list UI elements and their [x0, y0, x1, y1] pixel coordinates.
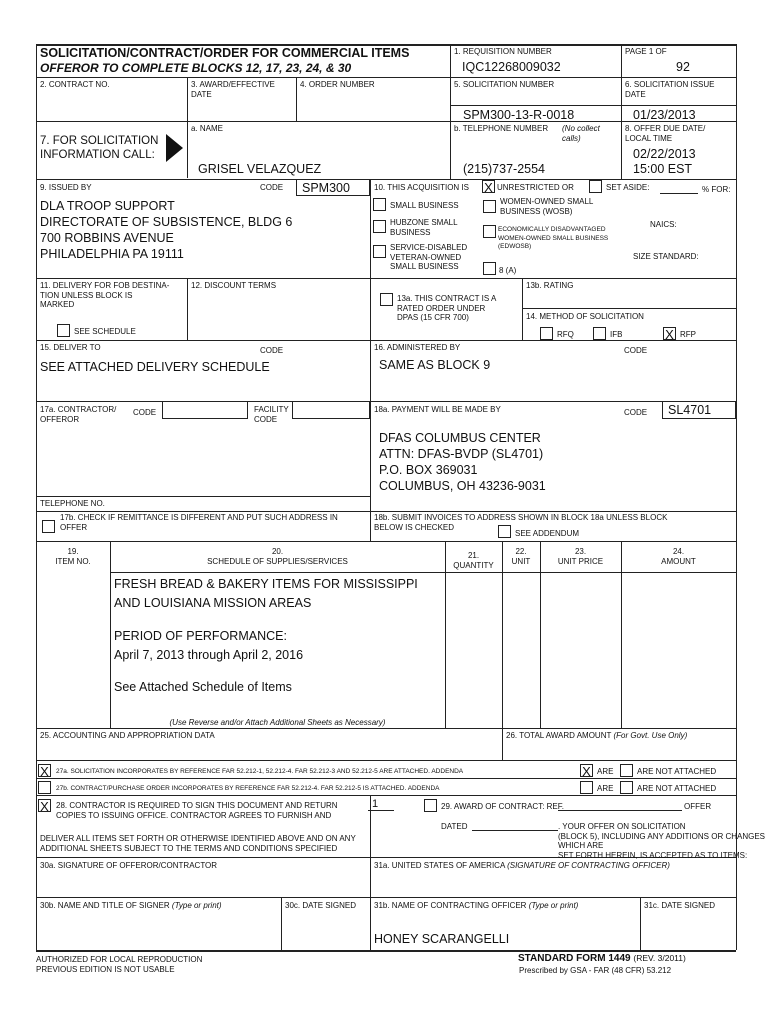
col-unit-price: 23. UNIT PRICE: [557, 547, 604, 566]
set-aside-label: SET ASIDE:: [606, 183, 650, 192]
30b-label: 30b. NAME AND TITLE OF SIGNER (Type or print): [40, 901, 222, 910]
naics-label: NAICS:: [650, 220, 677, 229]
page-label: PAGE 1 OF: [625, 47, 667, 56]
submit-invoices-label: 18b. SUBMIT INVOICES TO ADDRESS SHOWN IN BLOCK 18a UNLESS BLOCK BELOW IS CHECKED: [374, 513, 668, 532]
discount-terms-label: 12. DISCOUNT TERMS: [191, 281, 277, 290]
issued-by-code[interactable]: SPM300: [302, 181, 350, 195]
27a-are-checkbox[interactable]: X: [580, 764, 593, 777]
footer-reproduction-note: AUTHORIZED FOR LOCAL REPRODUCTION PREVIOUS EDITION IS NOT USABLE: [36, 955, 203, 974]
contact-name[interactable]: GRISEL VELAZQUEZ: [198, 162, 322, 176]
28-copies[interactable]: 1: [372, 798, 379, 810]
administered-by-value: SAME AS BLOCK 9: [379, 358, 491, 372]
27a-checkbox[interactable]: X: [38, 764, 51, 777]
27a-are-not-label: ARE NOT ATTACHED: [637, 767, 717, 776]
form-title: SOLICITATION/CONTRACT/ORDER FOR COMMERCIAL ITEMS: [40, 46, 410, 60]
see-addendum-checkbox[interactable]: [498, 525, 511, 538]
administered-by-code-label: CODE: [624, 346, 648, 355]
27b-are-not-checkbox[interactable]: [620, 781, 633, 794]
hubzone-checkbox[interactable]: [373, 220, 386, 233]
schedule-attachment-note: See Attached Schedule of Items: [114, 680, 292, 694]
31a-label: 31a. UNITED STATES OF AMERICA (SIGNATURE OF CONTRACTING OFFICER): [374, 861, 670, 870]
schedule-description: FRESH BREAD & BAKERY ITEMS FOR MISSISSIPPI AND LOUISIANA MISSION AREAS: [114, 577, 418, 610]
arrow-right-icon: [166, 134, 183, 162]
29-text: . YOUR OFFER ON SOLICITATION (BLOCK 5), INCLUDING ANY ADDITIONS OR CHANGES WHICH ARE SET FORTH HEREIN, IS ACCEPTED AS TO ITEMS:: [558, 822, 766, 860]
contracting-officer-name[interactable]: HONEY SCARANGELLI: [374, 932, 510, 946]
requisition-label: 1. REQUISITION NUMBER: [454, 47, 552, 56]
fob-delivery-label: 11. DELIVERY FOR FOB DESTINA- TION UNLESS BLOCK IS MARKED: [40, 281, 170, 309]
deliver-to-value: SEE ATTACHED DELIVERY SCHEDULE: [40, 360, 270, 374]
period-of-performance: PERIOD OF PERFORMANCE: April 7, 2013 through April 2, 2016: [114, 629, 304, 662]
contract-no-label: 2. CONTRACT NO.: [40, 80, 110, 89]
30a-label: 30a. SIGNATURE OF OFFEROR/CONTRACTOR: [40, 861, 218, 870]
30c-label: 30c. DATE SIGNED: [285, 901, 356, 910]
27a-are-not-checkbox[interactable]: [620, 764, 633, 777]
percent-for-label: % FOR:: [702, 185, 731, 194]
ifb-label: IFB: [610, 330, 623, 339]
28-text-2: DELIVER ALL ITEMS SET FORTH OR OTHERWISE IDENTIFIED ABOVE AND ON ANY ADDITIONAL SHEETS SUBJECT TO THE TERMS AND CONDITIONS SPECIFIED: [40, 834, 356, 853]
col-item-no: 19. ITEM NO.: [55, 547, 91, 566]
telephone-no-label: TELEPHONE NO.: [40, 499, 105, 508]
wosb-label: WOMEN-OWNED SMALL BUSINESS (WOSB): [500, 197, 594, 216]
issue-date-label: 6. SOLICITATION ISSUE DATE: [625, 80, 715, 99]
small-business-label: SMALL BUSINESS: [390, 201, 459, 210]
payment-by-label: 18a. PAYMENT WILL BE MADE BY: [374, 405, 501, 414]
form-number: STANDARD FORM 1449 (REV. 3/2011): [518, 953, 686, 964]
award-date-label: 3. AWARD/EFFECTIVE DATE: [191, 80, 275, 99]
unrestricted-checkbox[interactable]: X: [482, 180, 495, 193]
27a-text: 27a. SOLICITATION INCORPORATES BY REFERENCE FAR 52.212-1, 52.212-4. FAR 52.212-3 AND 52.212-5 ARE ATTACHED. ADDENDA: [56, 768, 464, 775]
rfp-label: RFP: [680, 330, 696, 339]
administered-by-label: 16. ADMINISTERED BY: [374, 343, 461, 352]
solicitation-call-label: 7. FOR SOLICITATION INFORMATION CALL:: [40, 135, 159, 161]
27a-are-label: ARE: [597, 767, 614, 776]
see-addendum-label: SEE ADDENDUM: [515, 529, 580, 538]
27b-checkbox[interactable]: [38, 781, 51, 794]
payment-address: DFAS COLUMBUS CENTER ATTN: DFAS-BVDP (SL4701) P.O. BOX 369031 COLUMBUS, OH 43236-9031: [379, 431, 546, 493]
offer-due-date[interactable]: 02/22/2013: [633, 147, 696, 161]
unrestricted-label: UNRESTRICTED OR: [497, 183, 574, 192]
payment-code-label: CODE: [624, 408, 648, 417]
col-amount: 24. AMOUNT: [661, 547, 696, 566]
col-unit: 22. UNIT: [511, 547, 531, 566]
prescribed-by: Prescribed by GSA - FAR (48 CFR) 53.212: [519, 966, 672, 975]
29-checkbox[interactable]: [424, 799, 437, 812]
edwosb-label: ECONOMICALLY DISADVANTAGED WOMEN-OWNED SMALL BUSINESS (EDWOSB): [498, 226, 609, 250]
ifb-checkbox[interactable]: [593, 327, 606, 340]
rated-order-label: 13a. THIS CONTRACT IS A RATED ORDER UNDER DPAS (15 CFR 700): [397, 294, 497, 322]
29-label: 29. AWARD OF CONTRACT: REF.: [441, 802, 564, 811]
accounting-label: 25. ACCOUNTING AND APPROPRIATION DATA: [40, 731, 215, 740]
deliver-to-label: 15. DELIVER TO: [40, 343, 101, 352]
contractor-label: 17a. CONTRACTOR/ OFFEROR: [40, 405, 117, 424]
31c-label: 31c. DATE SIGNED: [644, 901, 715, 910]
deliver-to-code-label: CODE: [260, 346, 284, 355]
remittance-label: 17b. CHECK IF REMITTANCE IS DIFFERENT AND PUT SUCH ADDRESS IN OFFER: [60, 513, 338, 532]
rated-order-checkbox[interactable]: [380, 293, 393, 306]
27b-are-checkbox[interactable]: [580, 781, 593, 794]
col-schedule: 20. SCHEDULE OF SUPPLIES/SERVICES: [207, 547, 348, 566]
contractor-code-field[interactable]: [162, 401, 248, 419]
hubzone-label: HUBZONE SMALL BUSINESS: [390, 218, 458, 237]
facility-code-field[interactable]: [292, 401, 370, 419]
eight-a-label: 8 (A): [499, 266, 517, 275]
rfp-checkbox[interactable]: X: [663, 327, 676, 340]
offer-due-label: 8. OFFER DUE DATE/ LOCAL TIME: [625, 124, 706, 143]
wosb-checkbox[interactable]: [483, 200, 496, 213]
rfq-checkbox[interactable]: [540, 327, 553, 340]
see-schedule-label: SEE SCHEDULE: [74, 327, 136, 336]
see-schedule-checkbox[interactable]: [57, 324, 70, 337]
27b-are-label: ARE: [597, 784, 614, 793]
facility-code-label: FACILITY CODE: [254, 405, 289, 424]
form-subtitle: OFFEROR TO COMPLETE BLOCKS 12, 17, 23, 24, & 30: [40, 61, 352, 75]
solicitation-number[interactable]: SPM300-13-R-0018: [463, 108, 575, 122]
sdvosb-checkbox[interactable]: [373, 245, 386, 258]
col-quantity: 21. QUANTITY: [453, 551, 494, 570]
sdvosb-label: SERVICE-DISABLED VETERAN-OWNED SMALL BUSINESS: [390, 243, 468, 271]
set-aside-checkbox[interactable]: [589, 180, 602, 193]
27b-text: 27b. CONTRACT/PURCHASE ORDER INCORPORATES BY REFERENCE FAR 52.212-4. FAR 52.212-5 IS ATTACHED. ADDENDA: [56, 785, 440, 792]
eight-a-checkbox[interactable]: [483, 262, 496, 275]
issued-by-code-label: CODE: [260, 183, 284, 192]
payment-code[interactable]: SL4701: [668, 403, 712, 417]
rating-label: 13b. RATING: [526, 281, 574, 290]
27b-are-not-label: ARE NOT ATTACHED: [637, 784, 717, 793]
telephone-number[interactable]: (215)737-2554: [463, 162, 546, 176]
29-offer-label: OFFER: [684, 802, 712, 811]
issued-by-address: DLA TROOP SUPPORT DIRECTORATE OF SUBSISTENCE, BLDG 6 700 ROBBINS AVENUE PHILADELPHIA PA 19111: [40, 199, 293, 261]
total-award-label: 26. TOTAL AWARD AMOUNT (For Govt. Use Only): [506, 731, 688, 740]
size-standard-label: SIZE STANDARD:: [633, 252, 699, 261]
remittance-checkbox[interactable]: [42, 520, 55, 533]
29-dated-label: DATED: [441, 822, 468, 831]
telephone-label: b. TELEPHONE NUMBER: [454, 124, 549, 133]
requisition-number[interactable]: IQC12268009032: [462, 60, 561, 74]
28-text: 28. CONTRACTOR IS REQUIRED TO SIGN THIS DOCUMENT AND RETURN COPIES TO ISSUING OFFICE. CONTRACTOR AGREES TO FURNISH AND: [56, 801, 338, 820]
rfq-label: RFQ: [557, 330, 574, 339]
small-business-checkbox[interactable]: [373, 198, 386, 211]
telephone-note: (No collect calls): [562, 124, 600, 143]
method-label: 14. METHOD OF SOLICITATION: [526, 312, 644, 321]
issued-by-label: 9. ISSUED BY: [40, 183, 92, 192]
contractor-code-label: CODE: [133, 408, 157, 417]
solicitation-number-label: 5. SOLICITATION NUMBER: [454, 80, 555, 89]
acquisition-label: 10. THIS ACQUISITION IS: [374, 183, 469, 192]
31b-label: 31b. NAME OF CONTRACTING OFFICER (Type or print): [374, 901, 579, 910]
28-checkbox[interactable]: X: [38, 799, 51, 812]
reverse-sheets-note: (Use Reverse and/or Attach Additional Sheets as Necessary): [169, 718, 386, 727]
contact-name-label: a. NAME: [191, 124, 224, 133]
issue-date[interactable]: 01/23/2013: [633, 108, 696, 122]
page-count: 92: [676, 60, 690, 74]
order-number-label: 4. ORDER NUMBER: [300, 80, 375, 89]
edwosb-checkbox[interactable]: [483, 225, 496, 238]
offer-due-time[interactable]: 15:00 EST: [633, 162, 693, 176]
